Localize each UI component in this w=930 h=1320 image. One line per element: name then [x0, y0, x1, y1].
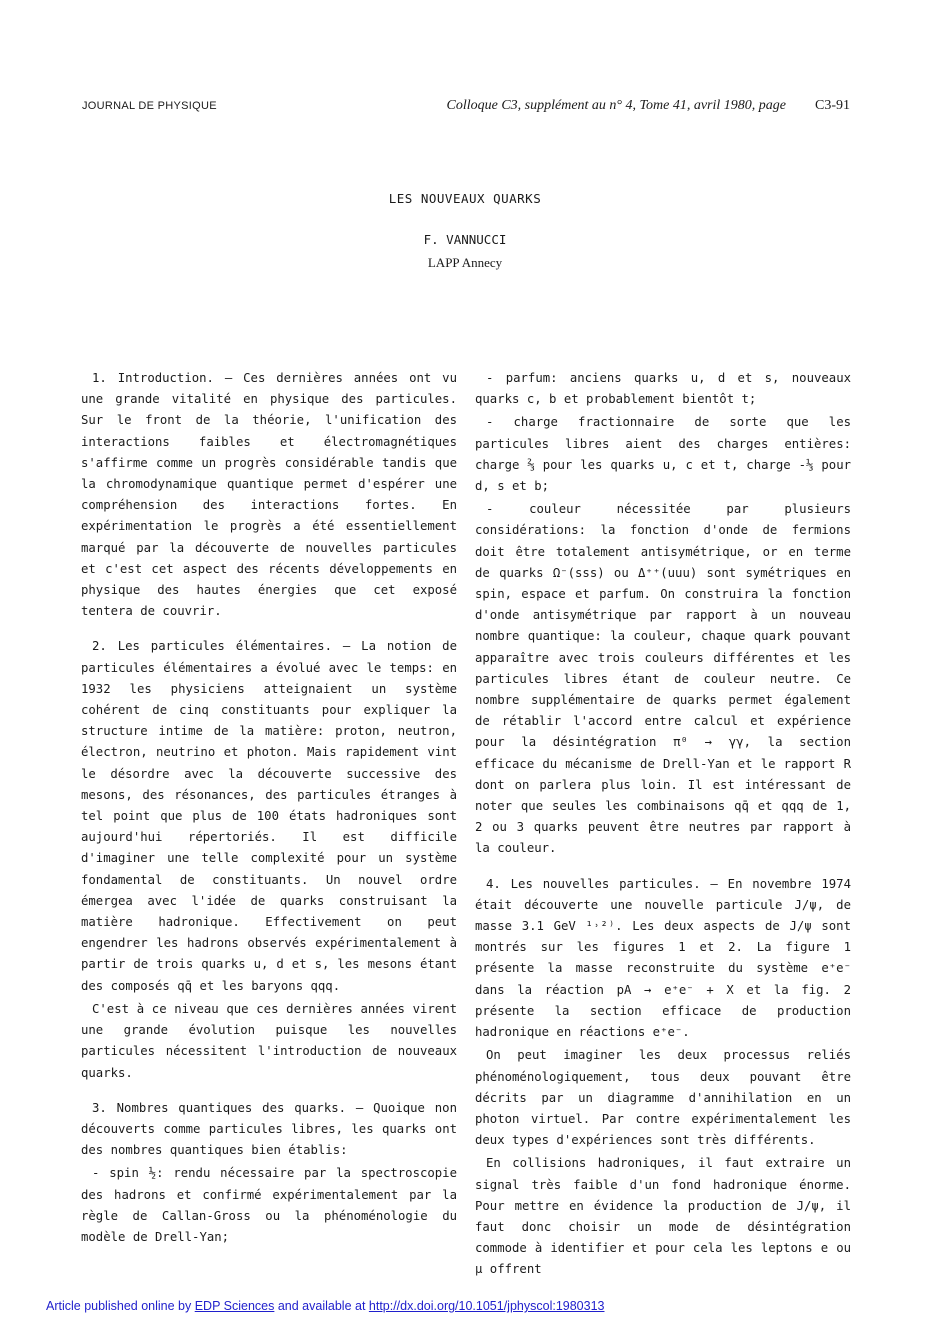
journal-name: JOURNAL DE PHYSIQUE [82, 100, 217, 112]
paragraph-charge: - charge fractionnaire de sorte que les particules libres aient des charges entières: charge ⅔ pour les quarks u, c et t, charge -⅓ pour d, s et b; [475, 415, 851, 494]
footer [46, 1299, 604, 1313]
paragraph-particules-elementaires: 2. Les particules élémentaires. — La notion de particules élémentaires a évolué avec le temps: en 1932 les physiciens atteignaient un système cohérent de cinq constituants pour expliquer la structure intime de la matière: proton, neutron, électron, neutrino et photon. Mais rapidement vint le désordre avec la découverte successive des mesons, des résonances, des particules étranges à tel point que plus de 100 états hadroniques sont aujourd'hui répertoriés. Il est difficile d'imaginer une telle complexité pour un système fondamental de constituants. Un nouvel ordre émergea avec l'idée de quarks construisant la matière hadronique. Effectivement on peut engendrer les hadrons observés expérimentalement à partir de trois quarks u, d et s, les mesons étant des composés qq̄ et les baryons qqq. [81, 639, 457, 993]
paragraph-nouveaux-quarks: C'est à ce niveau que ces dernières années virent une grande évolution puisque les nouvelles particules nécessitent l'introduction de nouveaux quarks. [81, 1001, 457, 1080]
paragraph-parfum: - parfum: anciens quarks u, d et s, nouveaux quarks c, b et probablement bientôt t; [475, 371, 851, 407]
colloque-reference: Colloque C3, supplément au n° 4, Tome 41, avril 1980, page [446, 98, 786, 113]
paragraph-nouvelles-particules: 4. Les nouvelles particules. — En novembre 1974 était découverte une nouvelle particule J/ψ, de masse 3.1 GeV ¹˒²⁾. Les deux aspects de J/ψ sont montrés sur les figures 1 et 2. La figure 1 présente la masse reconstruite du système e⁺e⁻ dans la réaction pA → e⁺e⁻ + X et la fig. 2 présente la section efficace de production hadronique en réactions e⁺e⁻. [475, 876, 851, 1040]
paragraph-spin: - spin ½: rendu nécessaire par la spectroscopie des hadrons et confirmé expérimentalement par la règle de Callan-Gross ou la phénoménologie du modèle de Drell-Yan; [81, 1166, 457, 1244]
page-number: C3-91 [815, 98, 850, 113]
running-head [82, 98, 850, 118]
publisher-link[interactable]: EDP Sciences [194, 1299, 275, 1313]
paragraph-introduction: 1. Introduction. — Ces dernières années ont vu une grande vitalité en physique des particules. Sur le front de la théorie, l'unification des interactions faibles et électromagnétiques s'affirme comme un progrès considérable tandis que la chromodynamique quantique permet d'espérer une compréhension des interactions fortes. En expérimentation le progrès a été essentiellement marqué par la découverte de nouvelles particules et c'est cet aspect des récents développements en physique des hautes énergies que cet exposé tentera de couvrir. [81, 371, 457, 619]
author: F. VANNUCCI [423, 232, 507, 247]
paper-title: LES NOUVEAUX QUARKS [388, 191, 542, 206]
doi-link[interactable]: http://dx.doi.org/10.1051/jphyscol:1980313 [368, 1299, 605, 1313]
title-block [0, 191, 930, 271]
footer-middle: and available at [274, 1299, 369, 1313]
affiliation: LAPP Annecy [427, 255, 503, 270]
right-column [475, 368, 851, 1281]
paragraph-nombres-quantiques: 3. Nombres quantiques des quarks. — Quoique non découverts comme particules libres, les quarks ont des nombres quantiques bien établis: [81, 1100, 457, 1158]
paragraph-processus: On peut imaginer les deux processus reliés phénoménologiquement, tous deux pouvant être décrits par un diagramme d'annihilation en un photon virtuel. Par contre expérimentalement les deux types d'expériences sont très différents. [475, 1048, 851, 1148]
paragraph-couleur: - couleur nécessitée par plusieurs considérations: la fonction d'onde de fermions doit être totalement antisymétrique, or en terme de quarks Ω⁻(sss) ou Δ⁺⁺(uuu) sont symétriques en spin, espace et parfum. On construira la fonction d'onde antisymétrique par rapport à un nouveau nombre quantique: la couleur, chaque quark pouvant apparaître avec trois couleurs différentes et les particules libres étant de couleur neutre. Ce nombre supplémentaire de quarks permet également de rétablir l'accord entre calcul et expérience pour la désintégration π⁰ → γγ, la section efficace du mécanisme de Drell-Yan et le rapport R dont on parlera plus loin. Il est intéressant de noter que seules les combinaisons qq̄ et qqq de 1, 2 ou 3 quarks peuvent être neutres par rapport à la couleur. [475, 502, 851, 856]
footer-prefix: Article published online by [46, 1299, 195, 1313]
paragraph-collisions: En collisions hadroniques, il faut extraire un signal très faible d'un fond hadronique énorme. Pour mettre en évidence la production de J/ψ, il faut donc choisir un mode de désintégration commode à identifier et pour cela les leptons e ou μ offrent [475, 1156, 851, 1277]
left-column [81, 368, 457, 1248]
